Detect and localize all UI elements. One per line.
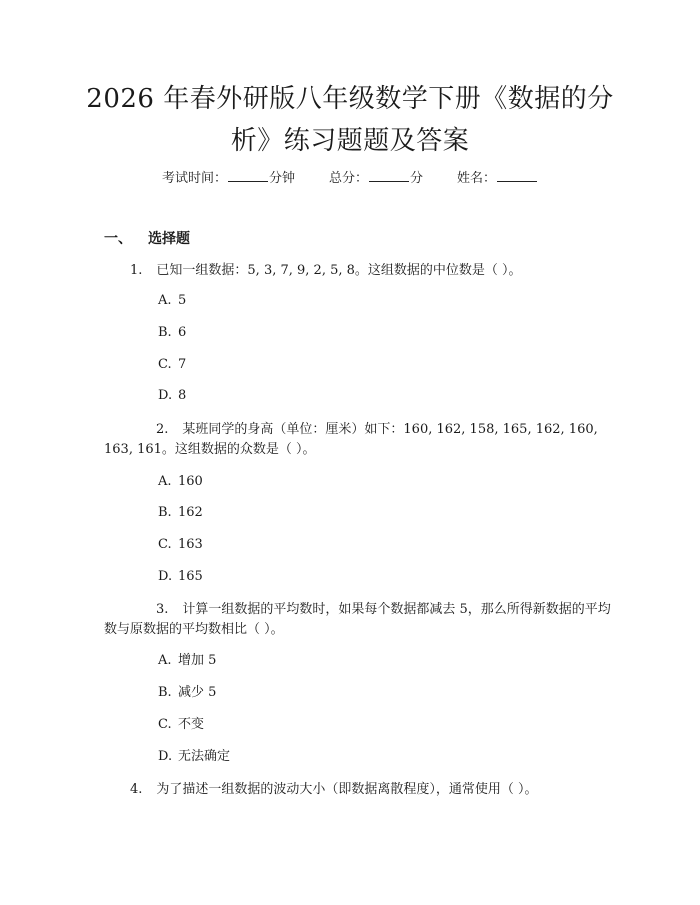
question-text: 某班同学的身高（单位：厘米）如下：160, 162, 158, 165, 162, 160, 163, 161。这组数据的众数是（ ）。 [104, 422, 598, 457]
exam-time-field [162, 170, 295, 188]
question-3-option-a [158, 652, 216, 670]
total-score-blank [369, 181, 409, 182]
student-name-blank [497, 181, 537, 182]
title-line-1: 2026 年春外研版八年级数学下册《数据的分 [86, 84, 614, 114]
question-1-option-a [158, 292, 186, 310]
question-4 [130, 780, 630, 800]
option-text: 7 [178, 357, 187, 372]
question-1 [130, 261, 630, 281]
option-letter: D. [158, 569, 173, 584]
question-number: 2. [156, 422, 169, 437]
option-letter: A. [158, 293, 172, 308]
question-number: 1. [130, 263, 143, 278]
question-text: 已知一组数据：5, 3, 7, 9, 2, 5, 8。这组数据的中位数是（ ）。 [156, 263, 522, 278]
question-text: 为了描述一组数据的波动大小（即数据离散程度），通常使用（ ）。 [156, 782, 538, 797]
option-text: 增加 5 [178, 653, 217, 668]
option-letter: D. [158, 388, 173, 403]
question-number: 4. [130, 782, 143, 797]
option-letter: D. [158, 749, 173, 764]
question-number: 3. [156, 602, 169, 617]
student-name-label: 姓名： [457, 171, 497, 186]
option-text: 163 [178, 537, 203, 552]
question-2-option-d [158, 568, 203, 586]
section-title: 选择题 [148, 231, 190, 247]
question-1-option-c [158, 356, 186, 374]
question-2 [104, 420, 614, 460]
option-letter: A. [158, 474, 172, 489]
section-number: 一、 [104, 231, 132, 247]
option-text: 8 [178, 388, 187, 403]
question-2-option-c [158, 536, 203, 554]
exam-info-row [0, 170, 700, 188]
total-score-field [329, 170, 423, 188]
exam-time-unit: 分钟 [268, 171, 295, 186]
option-text: 5 [178, 293, 187, 308]
exam-time-blank [228, 181, 268, 182]
option-text: 6 [178, 325, 187, 340]
question-3-option-d [158, 748, 230, 766]
option-text: 减少 5 [178, 685, 217, 700]
option-letter: C. [158, 357, 172, 372]
question-1-option-d [158, 387, 186, 405]
option-letter: A. [158, 653, 172, 668]
student-name-field [457, 170, 538, 188]
option-letter: C. [158, 537, 172, 552]
question-3-option-c [158, 716, 204, 734]
option-text: 160 [178, 474, 203, 489]
option-letter: B. [158, 685, 172, 700]
option-letter: B. [158, 325, 172, 340]
option-text: 162 [178, 505, 203, 520]
option-text: 165 [178, 569, 203, 584]
option-letter: C. [158, 717, 172, 732]
question-2-option-a [158, 473, 203, 491]
option-text: 不变 [178, 717, 205, 732]
section-heading [104, 229, 190, 249]
total-score-unit: 分 [410, 171, 424, 186]
page-title [60, 78, 640, 162]
exam-time-label: 考试时间： [161, 171, 227, 186]
title-line-2: 析》练习题题及答案 [230, 126, 470, 156]
question-3 [104, 600, 614, 640]
total-score-label: 总分： [328, 171, 368, 186]
question-3-option-b [158, 684, 216, 702]
option-letter: B. [158, 505, 172, 520]
question-text: 计算一组数据的平均数时，如果每个数据都减去 5，那么所得新数据的平均数与原数据的平均数相比（ ）。 [104, 602, 611, 637]
option-text: 无法确定 [178, 749, 231, 764]
question-2-option-b [158, 504, 203, 522]
question-1-option-b [158, 324, 186, 342]
